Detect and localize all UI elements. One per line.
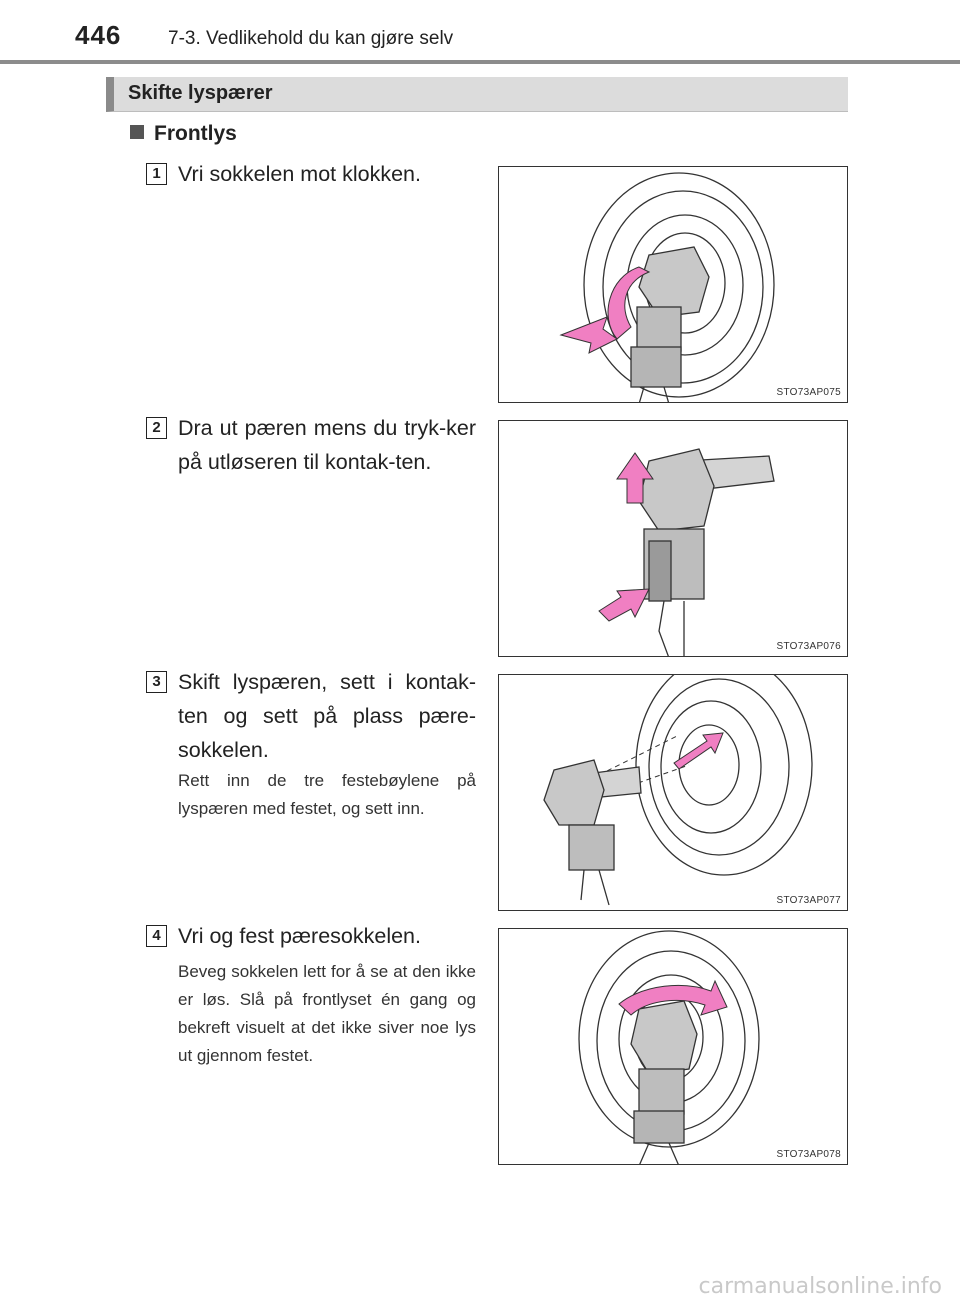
figure-step-4 [498, 928, 848, 1165]
figure-step-1 [498, 166, 848, 403]
step-text-3: Skift lyspæren, sett i kontak-ten og sett på plass pære-sokkelen. [178, 670, 476, 762]
step-note-3: Rett inn de tre festebøylene på lyspæren med festet, og sett inn. [178, 771, 476, 818]
bulb-socket-rotate-illustration [499, 167, 848, 403]
step-number-1: 1 [146, 163, 167, 185]
square-bullet-icon [130, 125, 144, 139]
header-divider [0, 60, 960, 64]
bulb-insert-illustration [499, 675, 848, 911]
step-text-4: Vri og fest pæresokkelen. [178, 924, 421, 948]
step-number-2: 2 [146, 417, 167, 439]
subheading-text: Frontlys [154, 122, 237, 145]
section-header [106, 77, 848, 112]
subheading [130, 122, 237, 146]
step-note-4: Beveg sokkelen lett for å se at den ikke er løs. Slå på frontlyset én gang og bekreft visuelt at det ikke siver noe lys ut gjennom festet. [178, 962, 476, 1065]
section-title: Skifte lyspærer [128, 82, 273, 104]
figure-code: STO73AP075 [776, 387, 841, 398]
chapter-title: 7-3. Vedlikehold du kan gjøre selv [168, 28, 454, 49]
step-text-2: Dra ut pæren mens du tryk-ker på utløseren til kontak-ten. [178, 416, 476, 474]
watermark: carmanualsonline.info [698, 1274, 942, 1299]
step-text-1: Vri sokkelen mot klokken. [178, 162, 421, 186]
figure-code: STO73AP076 [776, 641, 841, 652]
bulb-socket-fasten-illustration [499, 929, 848, 1165]
step-number-3: 3 [146, 671, 167, 693]
step-number-4: 4 [146, 925, 167, 947]
figure-code: STO73AP078 [776, 1149, 841, 1160]
figure-step-2 [498, 420, 848, 657]
figure-code: STO73AP077 [776, 895, 841, 906]
figure-step-3 [498, 674, 848, 911]
bulb-pull-out-illustration [499, 421, 848, 657]
page-number: 446 [75, 20, 122, 50]
